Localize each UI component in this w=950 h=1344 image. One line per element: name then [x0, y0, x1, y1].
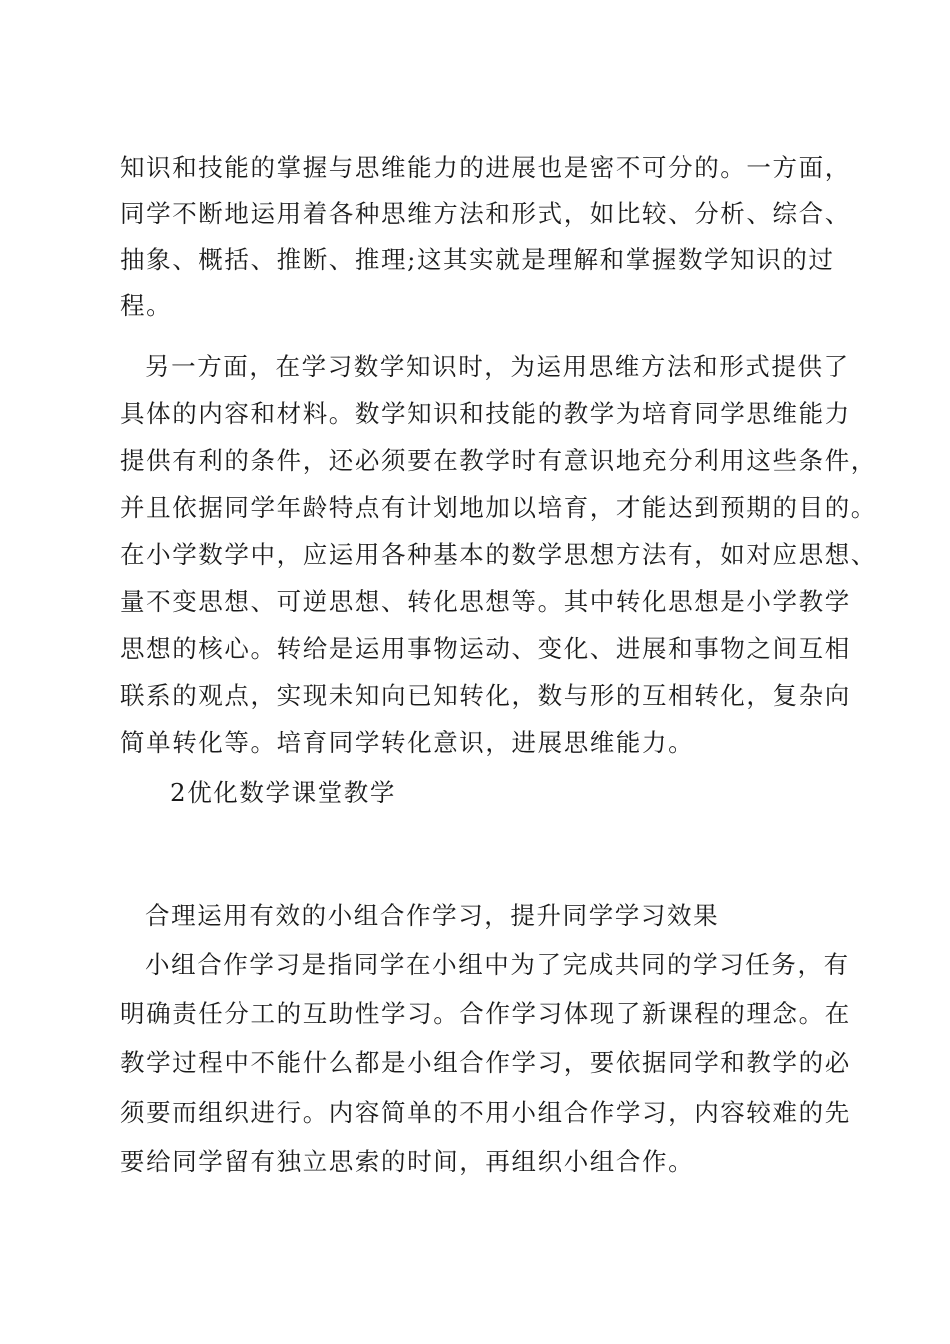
text-line: 联系的观点，实现未知向已知转化，数与形的互相转化，复杂向: [120, 681, 851, 710]
text-line: 量不变思想、可逆思想、转化思想等。其中转化思想是小学教学: [120, 587, 851, 616]
text-line: 在小学数学中，应运用各种基本的数学思想方法有，如对应思想、: [120, 540, 877, 569]
paragraph-first-line: 小组合作学习是指同学在小组中为了完成共同的学习任务，有: [145, 950, 850, 979]
text-line: 并且依据同学年龄特点有计划地加以培育，才能达到预期的目的。: [120, 493, 877, 522]
text-line: 同学不断地运用着各种思维方法和形式，如比较、分析、综合、: [120, 199, 851, 228]
text-line: 思想的核心。转给是运用事物运动、变化、进展和事物之间互相: [120, 634, 851, 663]
subsection-heading: 合理运用有效的小组合作学习，提升同学学习效果: [145, 901, 720, 930]
text-line: 须要而组织进行。内容简单的不用小组合作学习，内容较难的先: [120, 1098, 851, 1127]
text-line: 要给同学留有独立思索的时间，再组织小组合作。: [120, 1147, 695, 1176]
text-line: 明确责任分工的互助性学习。合作学习体现了新课程的理念。在: [120, 999, 851, 1028]
text-line: 程。: [120, 291, 173, 320]
section-heading: 2优化数学课堂教学: [170, 778, 396, 807]
text-line: 抽象、概括、推断、推理;这其实就是理解和掌握数学知识的过: [120, 245, 835, 274]
text-line: 提供有利的条件，还必须要在教学时有意识地充分利用这些条件，: [120, 446, 877, 475]
text-line: 教学过程中不能什么都是小组合作学习，要依据同学和教学的必: [120, 1048, 851, 1077]
text-line: 简单转化等。培育同学转化意识，进展思维能力。: [120, 728, 695, 757]
text-line: 知识和技能的掌握与思维能力的进展也是密不可分的。一方面，: [120, 153, 851, 182]
paragraph-first-line: 另一方面，在学习数学知识时，为运用思维方法和形式提供了: [145, 352, 850, 381]
text-line: 具体的内容和材料。数学知识和技能的教学为培育同学思维能力: [120, 399, 851, 428]
